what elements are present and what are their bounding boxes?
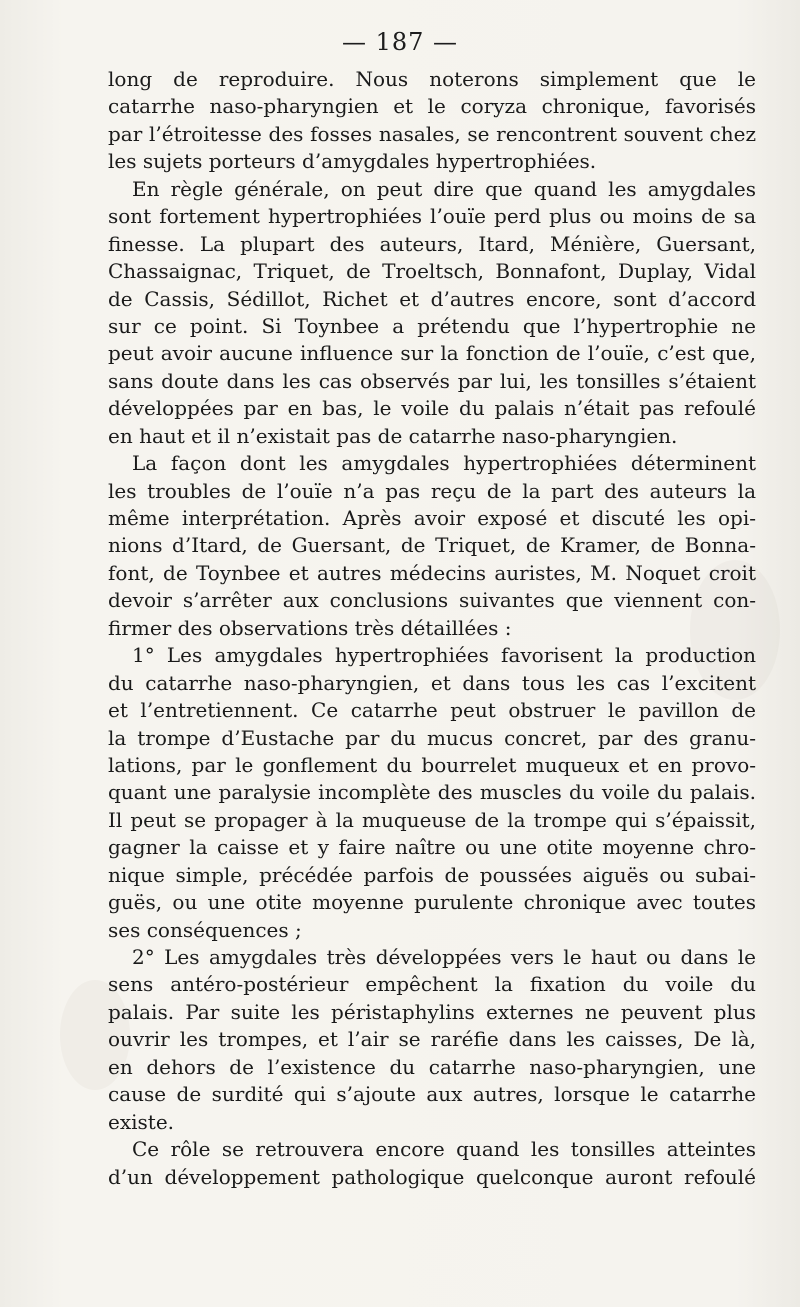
text-line: existe. — [108, 1109, 175, 1134]
text-line: font, de Toynbee et autres médecins auristes, M. Noquet croit — [108, 560, 756, 585]
text-line: même interprétation. Après avoir exposé et discuté les opi- — [108, 506, 756, 530]
text-line: du catarrhe naso-pharyngien, et dans tous les cas l’excitent — [108, 670, 756, 695]
text-line: développées par en bas, le voile du palais n’était pas refoulé — [108, 396, 756, 421]
text-line: par l’étroitesse des fosses nasales, se rencontrent souvent chez — [108, 121, 756, 146]
text-line: sans doute dans les cas observés par lui, les tonsilles s’étaient — [108, 368, 756, 393]
text-line: nique simple, précédée parfois de poussées aiguës ou subai- — [108, 862, 756, 887]
text-line: La façon dont les amygdales hypertrophiées déterminent — [132, 451, 756, 476]
text-line: Il peut se propager à la muqueuse de la trompe qui s’épaissit, — [108, 807, 756, 832]
text-line: devoir s’arrêter aux conclusions suivantes que viennent con- — [108, 588, 756, 613]
text-line: de Cassis, Sédillot, Richet et d’autres encore, sont d’accord — [108, 286, 756, 311]
text-line: Ce rôle se retrouvera encore quand les tonsilles atteintes — [132, 1137, 756, 1162]
text-line: catarrhe naso-pharyngien et le coryza chronique, favorisés — [108, 94, 756, 119]
text-line: finesse. La plupart des auteurs, Itard, Ménière, Guersant, — [108, 231, 756, 256]
text-line: long de reproduire. Nous noterons simplement que le — [108, 67, 756, 91]
text-line: peut avoir aucune influence sur la fonction de l’ouïe, c’est que, — [108, 341, 756, 366]
text-line: gagner la caisse et y faire naître ou une otite moyenne chro- — [108, 835, 756, 860]
body-text — [108, 66, 756, 1191]
text-line: les sujets porteurs d’amygdales hypertrophiées. — [108, 149, 597, 174]
page-number: — 187 — — [341, 28, 459, 56]
text-line: sont fortement hypertrophiées l’ouïe perd plus ou moins de sa — [108, 204, 756, 229]
text-line: la trompe d’Eustache par du mucus concret, par des granu- — [108, 725, 756, 750]
text-line: guës, ou une otite moyenne purulente chronique avec toutes — [108, 890, 756, 915]
text-line: En règle générale, on peut dire que quand les amygdales — [132, 176, 756, 201]
text-line: sens antéro-postérieur empêchent la fixation du voile du — [108, 972, 756, 997]
text-line: firmer des observations très détaillées : — [108, 615, 512, 640]
text-line: nions d’Itard, de Guersant, de Triquet, de Kramer, de Bonna- — [108, 533, 756, 558]
text-line: Chassaignac, Triquet, de Troeltsch, Bonnafont, Duplay, Vidal — [108, 259, 756, 284]
text-line: quant une paralysie incomplète des muscles du voile du palais. — [108, 780, 756, 805]
text-line: ses conséquences ; — [108, 917, 302, 942]
text-line: ouvrir les trompes, et l’air se raréfie dans les caisses, De là, — [108, 1027, 756, 1052]
text-line: et l’entretiennent. Ce catarrhe peut obstruer le pavillon de — [108, 698, 756, 723]
text-line: 1° Les amygdales hypertrophiées favorisent la production — [132, 643, 756, 668]
text-line: les troubles de l’ouïe n’a pas reçu de la part des auteurs la — [108, 478, 756, 503]
text-line: sur ce point. Si Toynbee a prétendu que l’hypertrophie ne — [108, 313, 756, 338]
text-line: d’un développement pathologique quelconque auront refoulé — [108, 1164, 756, 1189]
text-line: en dehors de l’existence du catarrhe naso-pharyngien, une — [108, 1054, 756, 1079]
text-line: palais. Par suite les péristaphylins externes ne peuvent plus — [108, 999, 756, 1024]
text-line: en haut et il n’existait pas de catarrhe naso-pharyngien. — [108, 423, 678, 448]
text-line: 2° Les amygdales très développées vers le haut ou dans le — [132, 945, 756, 969]
text-line: cause de surdité qui s’ajoute aux autres, lorsque le catarrhe — [108, 1082, 756, 1107]
text-line: lations, par le gonflement du bourrelet muqueux et en provo- — [108, 752, 756, 777]
